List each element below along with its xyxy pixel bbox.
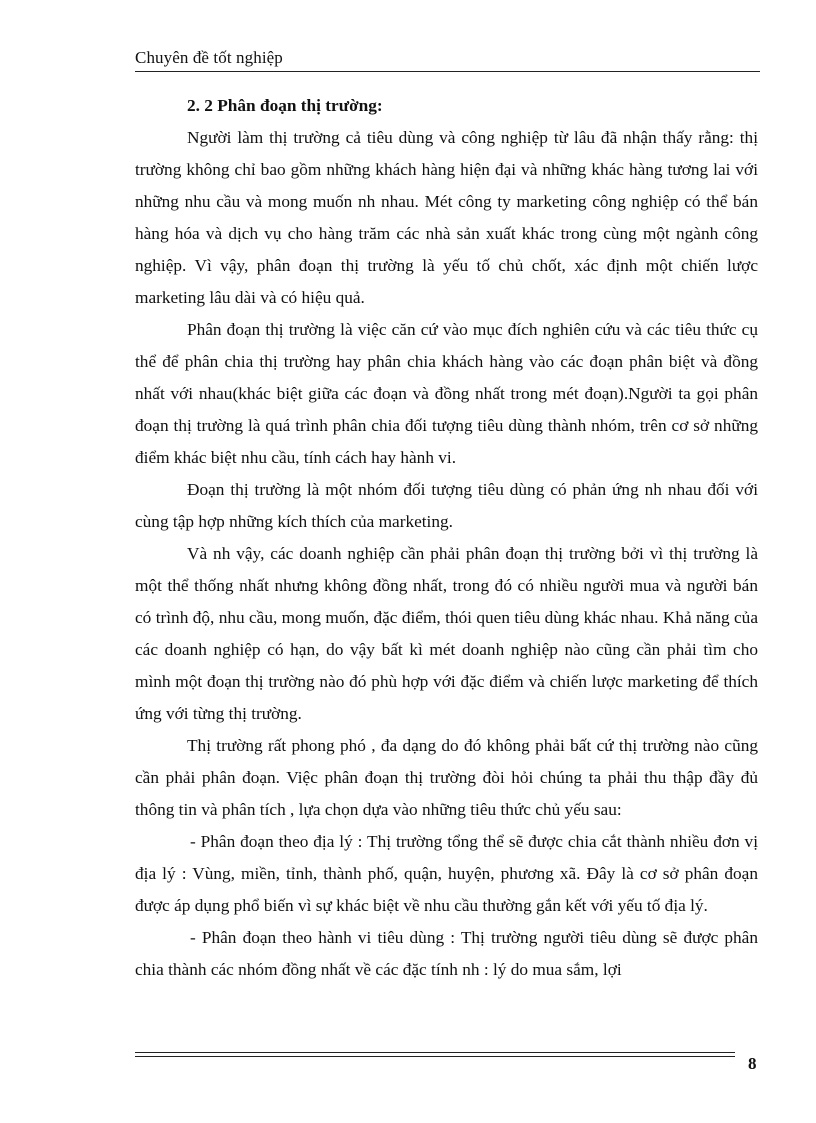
header-divider	[135, 71, 760, 72]
page-body	[135, 91, 758, 986]
section-heading: 2. 2 Phân đoạn thị trường:	[187, 96, 383, 115]
paragraph-1: Người làm thị trường cả tiêu dùng và công nghiệp từ lâu đã nhận thấy rằng: thị trường không chỉ bao gồm những khách hàng hiện đại và những khác hàng tương lai với những nhu cầu và mong muốn nh nhau. Mét công ty marketing công nghiệp có thể bán hàng hóa và dịch vụ cho hàng trăm các nhà sản xuất khác trong cùng một ngành công nghiệp. Vì vậy, phân đoạn thị trường là yếu tố chủ chốt, xác định một chiến lược marketing lâu dài và có hiệu quả.	[135, 128, 758, 307]
footer-divider	[135, 1052, 735, 1057]
paragraph-5: Thị trường rất phong phó , đa dạng do đó không phải bất cứ thị trường nào cũng cần phải phân đoạn. Việc phân đoạn thị trường đòi hỏi chúng ta phải thu thập đầy đủ thông tin và phân tích , lựa chọn dựa vào những tiêu thức chủ yếu sau:	[135, 736, 758, 819]
document-header-title: Chuyên đề tốt nghiệp	[135, 48, 283, 67]
paragraph-4: Và nh vậy, các doanh nghiệp cần phải phân đoạn thị trường bởi vì thị trường là một thể thống nhất nhưng không đồng nhất, trong đó có nhiều người mua và người bán có trình độ, nhu cầu, mong muốn, đặc điểm, thói quen tiêu dùng khác nhau. Khả năng của các doanh nghiệp có hạn, do vậy bất kì mét doanh nghiệp nào cũng cần phải tìm cho mình một đoạn thị trường nào đó phù hợp với đặc điểm và chiến lược marketing để thích ứng với từng thị trường.	[135, 544, 758, 723]
bullet-consumer-behavior: - Phân đoạn theo hành vi tiêu dùng : Thị trường người tiêu dùng sẽ được phân chia thành các nhóm đồng nhất về các đặc tính nh : lý do mua sắm, lợi	[135, 928, 758, 979]
bullet-geography: - Phân đoạn theo địa lý : Thị trường tổng thể sẽ được chia cắt thành nhiều đơn vị địa lý : Vùng, miền, tỉnh, thành phố, quận, huyện, phương xã. Đây là cơ sở phân đoạn được áp dụng phổ biến vì sự khác biệt về nhu cầu thường gắn kết với yếu tố địa lý.	[135, 832, 758, 915]
paragraph-2: Phân đoạn thị trường là việc căn cứ vào mục đích nghiên cứu và các tiêu thức cụ thể để phân chia thị trường hay phân chia khách hàng vào các đoạn phân biệt và đồng nhất với nhau(khác biệt giữa các đoạn và đồng nhất trong mét đoạn).Người ta gọi phân đoạn thị trường là quá trình phân chia đối tượng tiêu dùng thành nhóm, trên cơ sở những điểm khác biệt nhu cầu, tính cách hay hành vi.	[135, 320, 758, 467]
paragraph-3: Đoạn thị trường là một nhóm đối tượng tiêu dùng có phản ứng nh nhau đối với cùng tập hợp những kích thích của marketing.	[135, 480, 758, 531]
page-number: 8	[748, 1054, 757, 1073]
